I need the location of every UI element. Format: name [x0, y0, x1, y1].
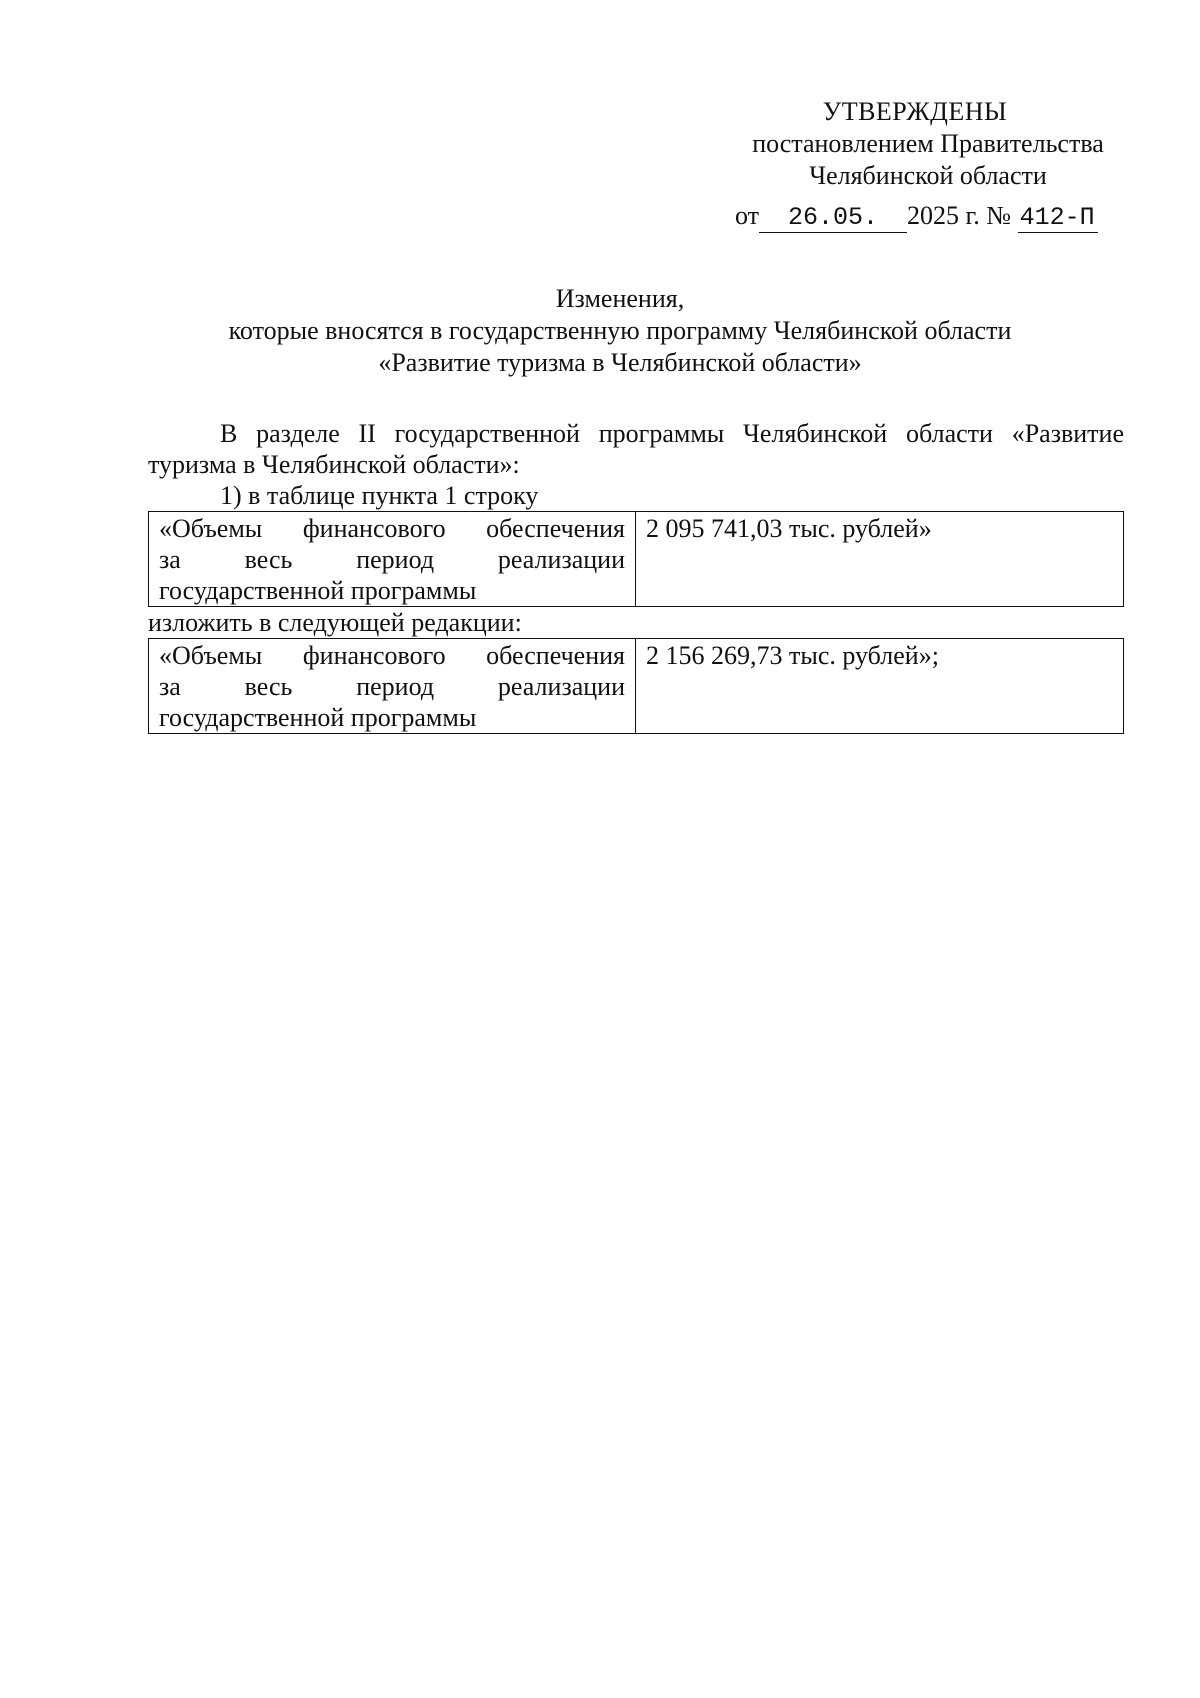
table-row: [149, 512, 1124, 607]
old-label-line-2: за весь период реализации: [159, 545, 625, 574]
new-label-line-2: за весь период реализации: [159, 672, 625, 701]
old-row-table: [148, 511, 1124, 607]
heading-subtitle: которые вносятся в государственную программу Челябинской области: [228, 316, 1012, 345]
new-label-line-1: «Объемы финансового обеспечения: [159, 641, 625, 670]
document-body: [148, 418, 1124, 734]
old-label-line-3: государственной программы: [159, 576, 477, 605]
document-heading: [140, 283, 1100, 379]
replacement-instruction: изложить в следующей редакции:: [148, 608, 522, 637]
old-row-value: 2 095 741,03 тыс. рублей»: [636, 512, 1124, 607]
approval-date-line: [735, 200, 1098, 233]
old-label-line-1: «Объемы финансового обеспечения: [159, 514, 625, 543]
table-row: [149, 639, 1124, 734]
old-row-label: [149, 512, 636, 607]
date-value: 26.05.: [759, 204, 907, 233]
approval-block: [700, 96, 1120, 192]
heading-title: Изменения,: [555, 284, 685, 313]
item-1-text: 1) в таблице пункта 1 строку: [220, 481, 539, 510]
date-prefix: от: [735, 201, 760, 230]
new-row-value: 2 156 269,73 тыс. рублей»;: [636, 639, 1124, 734]
approval-title: УТВЕРЖДЕНЫ: [822, 97, 1008, 126]
new-label-line-3: государственной программы: [159, 703, 477, 732]
decree-number: 412-П: [1018, 204, 1098, 233]
new-row-label: [149, 639, 636, 734]
heading-program-name: «Развитие туризма в Челябинской области»: [378, 348, 862, 377]
intro-paragraph: В разделе II государственной программы Челябинской области «Развитие туризма в Челябинской области»:: [148, 419, 1124, 479]
approval-authority: постановлением Правительства: [752, 129, 1104, 158]
date-year: 2025 г. №: [907, 201, 1012, 230]
approval-region: Челябинской области: [809, 161, 1047, 190]
new-row-table: [148, 638, 1124, 734]
